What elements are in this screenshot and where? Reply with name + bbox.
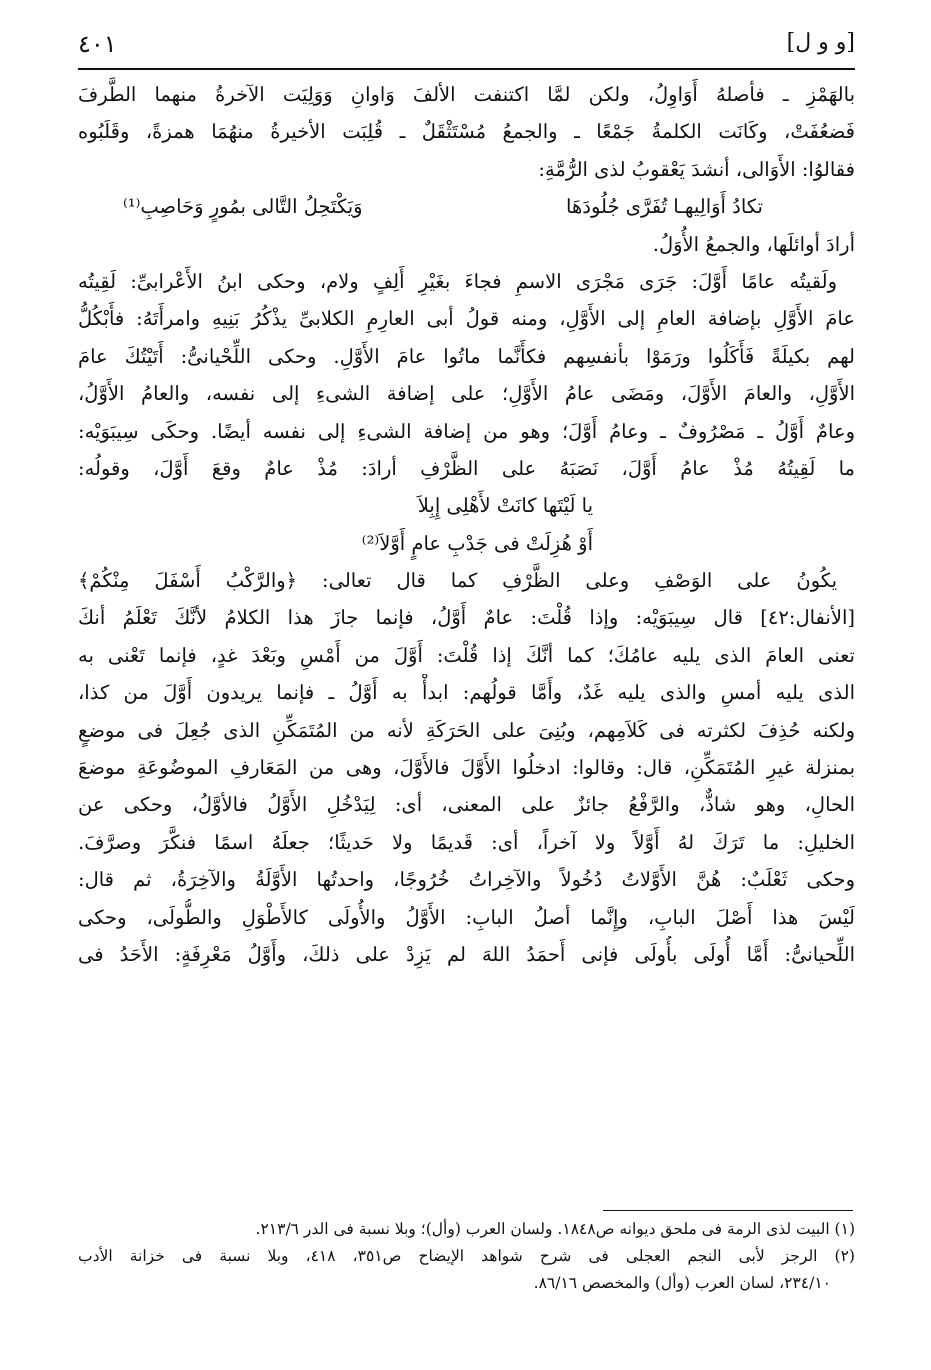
- verse-second-hemistich: وَيَكْتَحِلُ التَّالى بمُورٍ وَحَاصِبِ⁽¹⁾: [123, 195, 363, 219]
- text-line: بمنزلة غيرِ المُتَمَكِّنِ، قال: وقالوا: ادخلُوا الأَوَّلَ فالأَوَّلَ، وهى من المَعَارفِ الموضُوعَةِ موضعَ: [78, 756, 855, 780]
- text-line: [الأنفال:٤٢] قال سِيبَوَيْه: وإذا قُلْتَ: عامٌ أَوَّلُ، فإنما جازَ هذا الكلامُ لأنَّكَ تَعْلَمُ أنكَ: [78, 606, 855, 630]
- text-line: الأَوَّلِ، والعامَ الأَوَّلَ، ومَضَى عامُ الأَوَّلِ؛ على إضافة الشىءِ إلى نفسه، والعامُ الأَوَّلُ،: [78, 382, 855, 406]
- text-line: اللِّحيانىُّ: أَمَّا أُولَى بأُولَى فإنى أَحمَدُ اللهَ لم يَزِدْ على ذلكَ، وأَوَّلُ مَعْرِفَةٍ: الأَحَدُ فى: [78, 942, 855, 966]
- text-line: لهم بكيلَةً فَأَكَلُوا ورَمَوْا بأنفسِهم فكأَنَّما ماتُوا عامَ الأَوَّلِ. وحكى اللِّحْيانىُّ: أَتَيْتُكَ عامَ: [78, 344, 855, 368]
- paragraph-start: يكُونُ على الوَصْفِ وعلى الظَّرْفِ كما قال تعالى: ﴿والرَّكْبُ أَسْفَلَ مِنْكُمْ﴾: [78, 569, 837, 593]
- text-line: تعنى العامَ الذى يليه عامُكَ؛ كما أنَّكَ إذا قُلْتَ: أَوَّلَ من أَمْسِ وبَعْدَ غدٍ، فإنما تَعْنى به: [78, 643, 855, 667]
- text-line: وعامٌ أَوَّلُ ـ مَصْرُوفٌ ـ وعامُ أَوَّلَ؛ وهو من إضافة الشىءِ إلى نفسه أيضًا. وحكَى سِيبَوَيْه:: [78, 419, 855, 443]
- text-line: الحالِ، وهو شاذٌّ، والرَّفْعُ جائزٌ على المعنى، أى: لِيَدْخُلِ الأَوَّلُ فالأوَّلُ، وحكى عن: [78, 793, 855, 817]
- poetry-verse: [78, 188, 855, 225]
- verse-first-hemistich: تكادُ أَوَالِيهـا تُفَرَّى جُلُودَهَا: [566, 195, 763, 219]
- header-divider: [78, 68, 855, 70]
- main-text: [78, 76, 855, 973]
- footnotes: [78, 1216, 855, 1297]
- paragraph-start: ولَقيتُه عامًا أَوَّلَ: جَرَى مَجْرَى الاسمِ فجاءَ بغَيْرِ أَلِفٍ ولام، وحكى ابنُ الأَعْرابىِّ: لَقِيتُه: [78, 269, 837, 293]
- rajaz-line: أَوْ هُزِلَتْ فى جَدْبِ عامٍ أَوَّلاَ⁽²⁾: [361, 531, 593, 555]
- text-line: فَضعُفَتْ، وكَانَت الكلمةُ جَمْعًا ـ والجمعُ مُسْتَثْقَلٌ ـ قُلِبَت الأخيرةُ منهُمَا همزةً، وقَلَبُوه: [78, 120, 855, 144]
- text-line: الخليلِ: ما تَرَكَ لهُ أَوَّلاً ولا آخراً، أى: قَديمًا ولا حَديثًا؛ جعلَهُ اسمًا فنكَّرَ وصرَّفَ.: [78, 830, 855, 854]
- text-line: الذى يليه أمسِ والذى يليه غَدٌ، وأَمَّا قولُهم: ابدأْ به أَوَّلُ ـ فإنما يريدون أَوَّلَ من كذا،: [78, 681, 855, 705]
- text-line: ولكنه حُذِفَ لكثرته فى كَلاَمِهم، وبُنِىَ على الحَرَكَةِ لأنه من المُتَمَكِّنِ الذى جُعِلَ فى موضعٍ: [78, 718, 855, 742]
- text-line: ما لَقِيتُهُ مُذْ عامُ أَوَّلَ، نَصَبَهُ على الظَّرْفِ أرادَ: مُذْ عامٌ وقعَ أَوَّلَ، وقولُه:: [78, 456, 855, 480]
- text-line: بالهَمْزِ ـ فأصلهُ أَوَاوِلُ، ولكن لمَّا اكتنفت الألفَ وَاوانِ وَوَلِيَت الآخرةُ منهما الطَّرفَ: [78, 83, 855, 106]
- footnote-2-continued: ٢٣٤/١٠، لسان العرب (وأل) والمخصص ٨٦/١٦.: [533, 1274, 831, 1292]
- footnote-divider: [603, 1210, 853, 1211]
- text-line: لَيْسَ هذا أَصْلَ البابِ، وإِنَّما أصلُ البابِ: الأَوَّلُ والأُولَى كالأَطْوَلِ والطُّولَى، وحكى: [78, 905, 855, 929]
- text-line: فقالوُا: الأَوَالى، أنشدَ يَعْقوبُ لذى الرُّمَّةِ:: [538, 157, 855, 181]
- footnote-2: (٢) الرجز لأبى النجم العجلى فى شرح شواهد الإيضاح ص٣٥١، ٤١٨، وبلا نسبة فى خزانة الأدب: [78, 1247, 855, 1265]
- text-line: أرادَ أوائلَها، والجمعُ الأُوَلُ.: [652, 232, 855, 256]
- page-number: ٤٠١: [78, 30, 117, 58]
- page-header: [78, 28, 855, 64]
- text-line: وحكى ثَعْلَبٌ: هُنَّ الأَوَّلاتُ دُخُولاً والآخِراتُ خُرُوجًا، واحدتُها الأَوَّلَةُ والآخِرَةُ، ثم قال:: [78, 868, 855, 892]
- root-word-heading: [و و ل]: [786, 30, 855, 55]
- rajaz-line: يا لَيْتَها كانَتْ لأَهْلِى إِبِلاَ: [417, 494, 593, 518]
- text-line: عامَ الأَوَّلِ بإضافة العامِ إلى الأَوَّلِ، ومنه قولُ أبى العارِمِ الكلابىِّ يذْكُرُ بَنِيهِ وامرأَتَهُ: فأَبْكُلُّ: [78, 307, 855, 331]
- footnote-1: (١) البيت لذى الرمة فى ملحق ديوانه ص١٨٤٨. ولسان العرب (وأل)؛ وبلا نسبة فى الدر ٢١٣/٦.: [255, 1220, 855, 1238]
